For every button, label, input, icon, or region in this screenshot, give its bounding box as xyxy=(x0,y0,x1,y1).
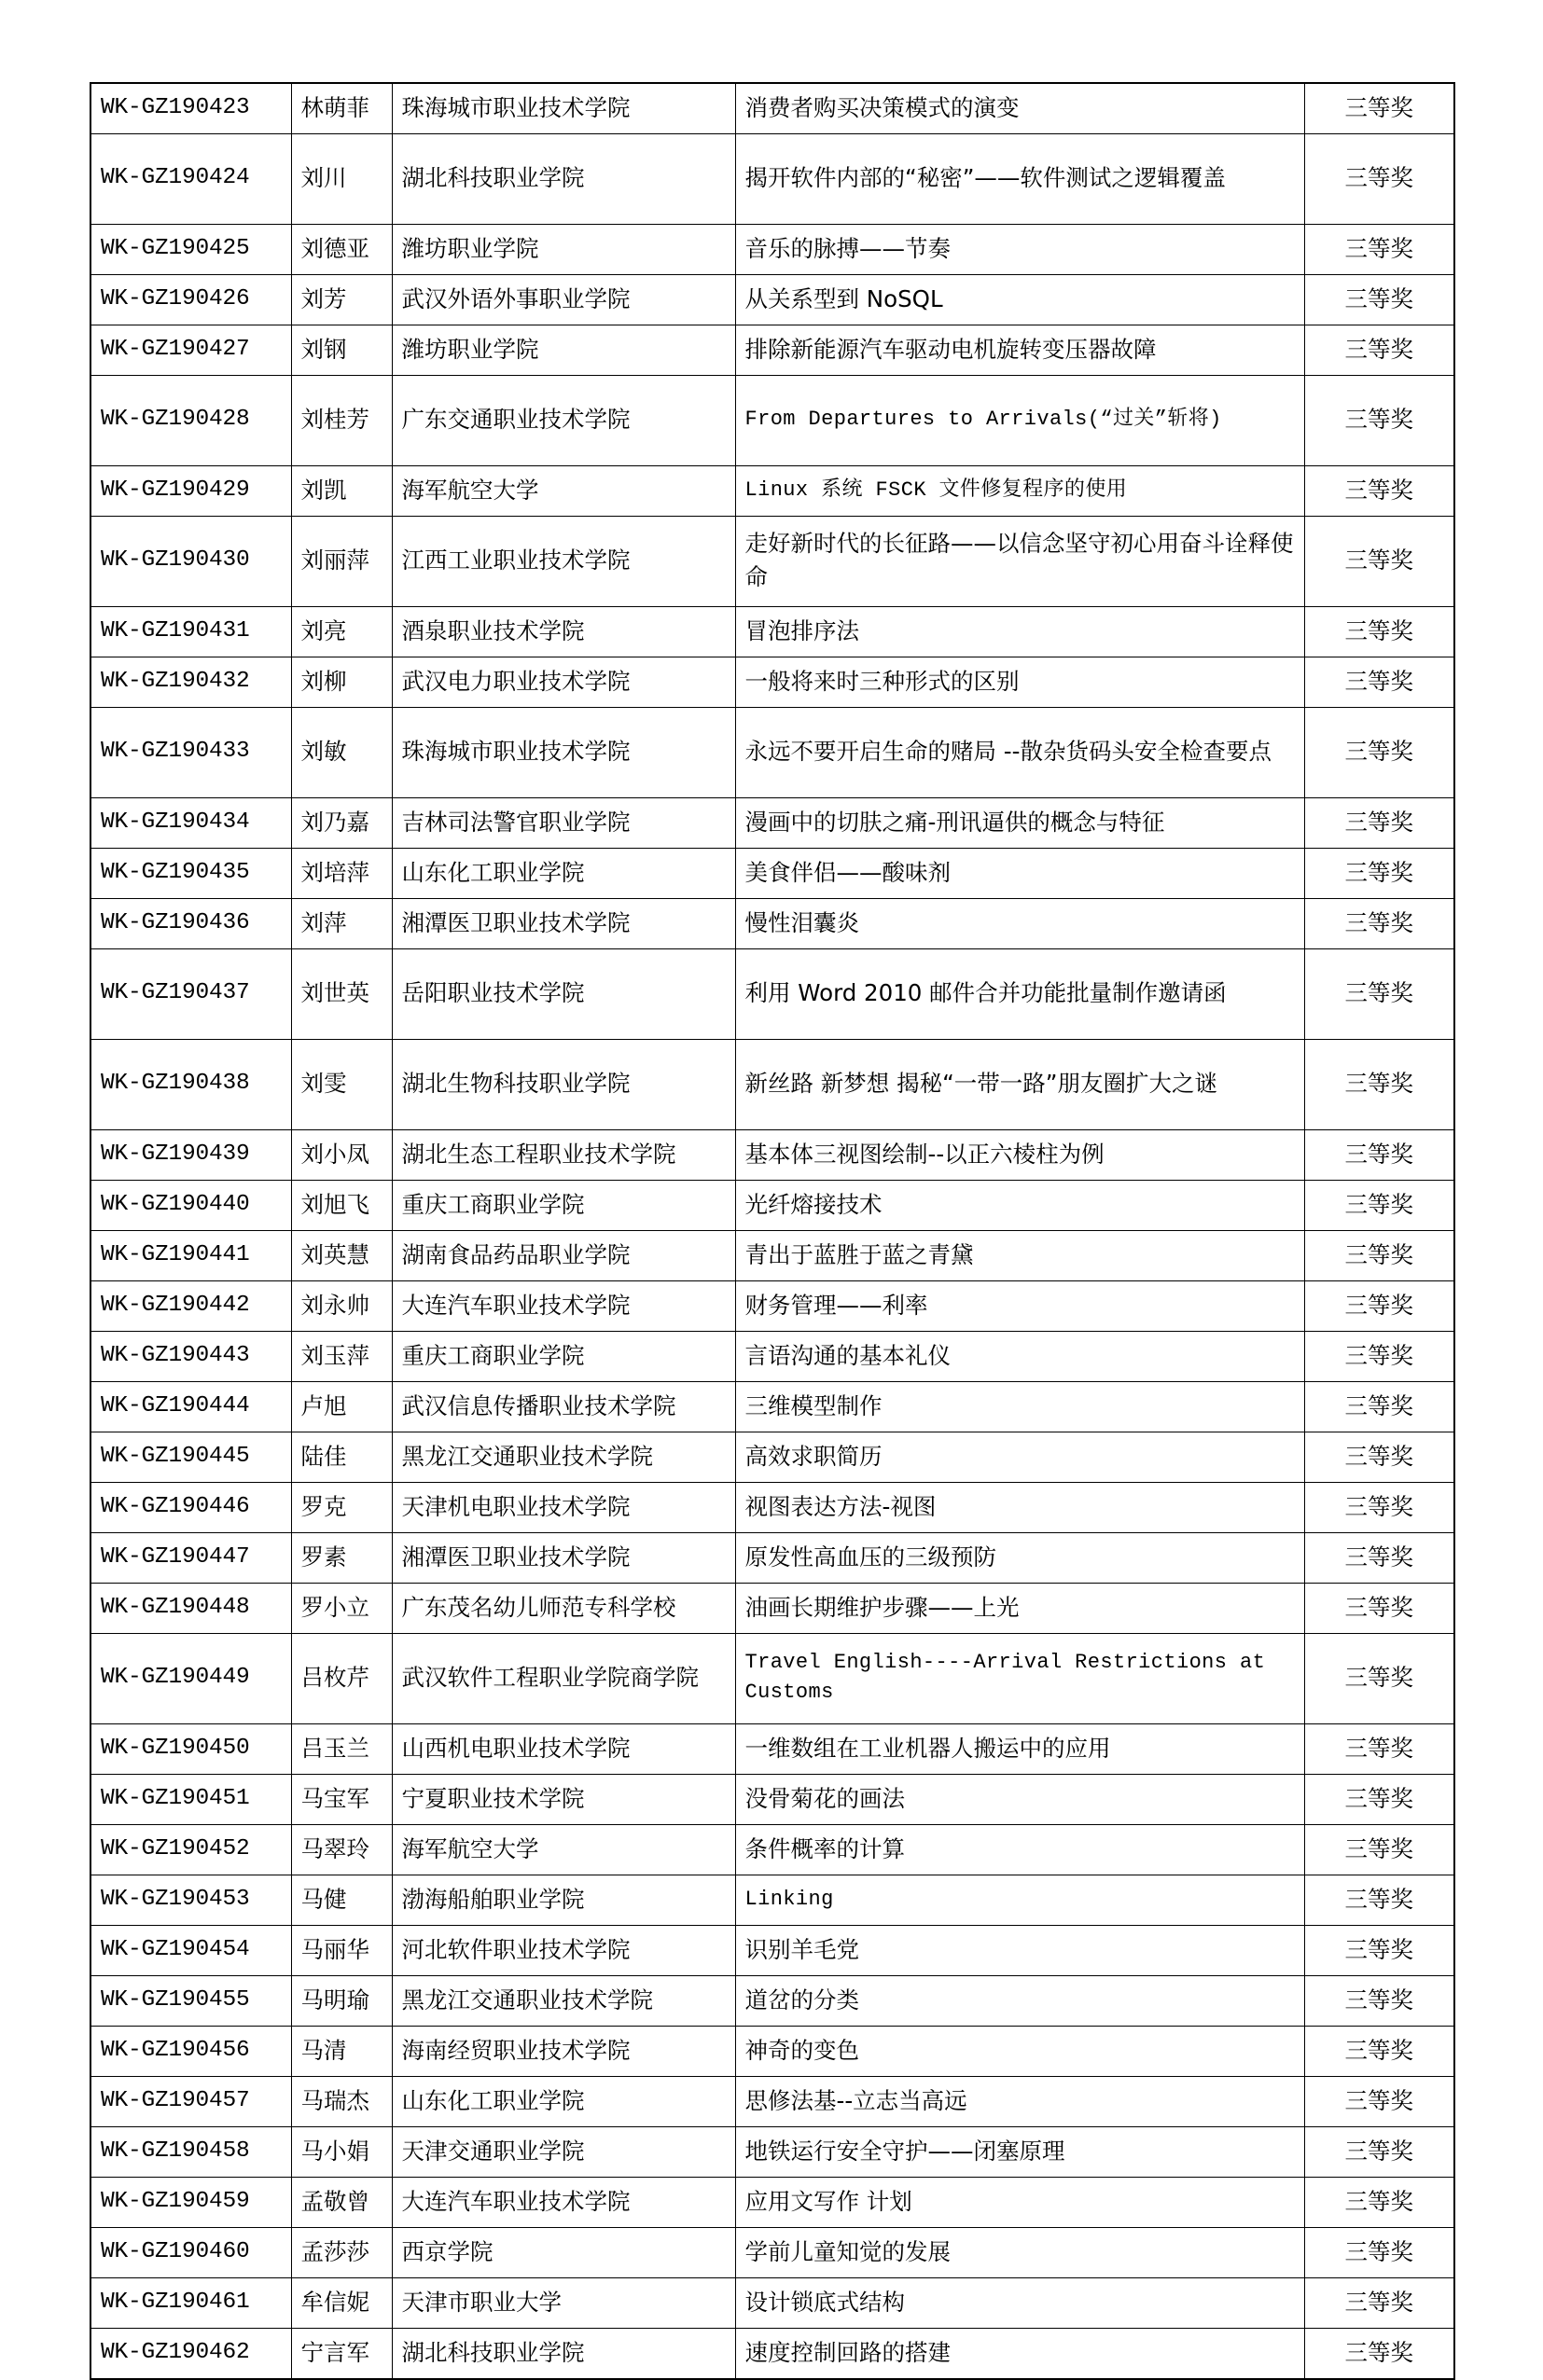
institution-cell: 宁夏职业技术学院 xyxy=(392,1775,735,1825)
table-row xyxy=(90,2127,1454,2178)
institution-cell: 湖北科技职业学院 xyxy=(392,2329,735,2380)
entry-id-cell: WK-GZ190434 xyxy=(90,798,291,849)
entry-id-cell: WK-GZ190439 xyxy=(90,1130,291,1181)
participant-name-cell: 罗克 xyxy=(291,1483,392,1533)
work-title-cell: 走好新时代的长征路——以信念坚守初心用奋斗诠释使命 xyxy=(735,517,1304,607)
entry-id-cell: WK-GZ190462 xyxy=(90,2329,291,2380)
work-title-cell: 道岔的分类 xyxy=(735,1976,1304,2027)
participant-name-cell: 马健 xyxy=(291,1875,392,1926)
work-title-cell: Linux 系统 FSCK 文件修复程序的使用 xyxy=(735,466,1304,517)
institution-cell: 武汉电力职业技术学院 xyxy=(392,657,735,708)
participant-name-cell: 马翠玲 xyxy=(291,1825,392,1875)
work-title-cell: 音乐的脉搏——节奏 xyxy=(735,225,1304,275)
award-level-cell: 三等奖 xyxy=(1304,1130,1454,1181)
table-row xyxy=(90,1332,1454,1382)
participant-name-cell: 陆佳 xyxy=(291,1432,392,1483)
entry-id-cell: WK-GZ190443 xyxy=(90,1332,291,1382)
entry-id-cell: WK-GZ190449 xyxy=(90,1634,291,1724)
table-row xyxy=(90,466,1454,517)
table-row xyxy=(90,2178,1454,2228)
participant-name-cell: 刘亮 xyxy=(291,607,392,657)
award-level-cell: 三等奖 xyxy=(1304,1533,1454,1584)
participant-name-cell: 刘玉萍 xyxy=(291,1332,392,1382)
work-title-cell: 油画长期维护步骤——上光 xyxy=(735,1584,1304,1634)
institution-cell: 海南经贸职业技术学院 xyxy=(392,2027,735,2077)
award-level-cell: 三等奖 xyxy=(1304,2278,1454,2329)
participant-name-cell: 刘凯 xyxy=(291,466,392,517)
institution-cell: 重庆工商职业学院 xyxy=(392,1181,735,1231)
institution-cell: 天津机电职业技术学院 xyxy=(392,1483,735,1533)
institution-cell: 岳阳职业技术学院 xyxy=(392,949,735,1040)
table-row xyxy=(90,2329,1454,2380)
institution-cell: 大连汽车职业技术学院 xyxy=(392,2178,735,2228)
award-level-cell: 三等奖 xyxy=(1304,849,1454,899)
table-row xyxy=(90,1875,1454,1926)
participant-name-cell: 刘培萍 xyxy=(291,849,392,899)
participant-name-cell: 孟敬曾 xyxy=(291,2178,392,2228)
institution-cell: 潍坊职业学院 xyxy=(392,225,735,275)
participant-name-cell: 罗小立 xyxy=(291,1584,392,1634)
award-level-cell: 三等奖 xyxy=(1304,2178,1454,2228)
participant-name-cell: 马清 xyxy=(291,2027,392,2077)
award-level-cell: 三等奖 xyxy=(1304,134,1454,225)
table-row xyxy=(90,376,1454,466)
table-row xyxy=(90,1432,1454,1483)
award-table-body xyxy=(90,83,1454,2379)
work-title-cell: 高效求职简历 xyxy=(735,1432,1304,1483)
institution-cell: 潍坊职业学院 xyxy=(392,325,735,376)
award-level-cell: 三等奖 xyxy=(1304,1724,1454,1775)
table-row xyxy=(90,1181,1454,1231)
work-title-cell: 思修法基--立志当高远 xyxy=(735,2077,1304,2127)
institution-cell: 重庆工商职业学院 xyxy=(392,1332,735,1382)
entry-id-cell: WK-GZ190461 xyxy=(90,2278,291,2329)
award-level-cell: 三等奖 xyxy=(1304,899,1454,949)
award-level-cell: 三等奖 xyxy=(1304,2027,1454,2077)
entry-id-cell: WK-GZ190445 xyxy=(90,1432,291,1483)
table-row xyxy=(90,2027,1454,2077)
work-title-cell: 利用 Word 2010 邮件合并功能批量制作邀请函 xyxy=(735,949,1304,1040)
institution-cell: 海军航空大学 xyxy=(392,466,735,517)
award-level-cell: 三等奖 xyxy=(1304,517,1454,607)
institution-cell: 湖北生态工程职业技术学院 xyxy=(392,1130,735,1181)
institution-cell: 湖南食品药品职业学院 xyxy=(392,1231,735,1281)
work-title-cell: From Departures to Arrivals(“过关”斩将) xyxy=(735,376,1304,466)
institution-cell: 黑龙江交通职业技术学院 xyxy=(392,1432,735,1483)
participant-name-cell: 刘旭飞 xyxy=(291,1181,392,1231)
entry-id-cell: WK-GZ190454 xyxy=(90,1926,291,1976)
participant-name-cell: 罗素 xyxy=(291,1533,392,1584)
participant-name-cell: 吕玉兰 xyxy=(291,1724,392,1775)
participant-name-cell: 刘丽萍 xyxy=(291,517,392,607)
institution-cell: 武汉外语外事职业学院 xyxy=(392,275,735,325)
work-title-cell: 神奇的变色 xyxy=(735,2027,1304,2077)
institution-cell: 武汉软件工程职业学院商学院 xyxy=(392,1634,735,1724)
award-level-cell: 三等奖 xyxy=(1304,1634,1454,1724)
award-level-cell: 三等奖 xyxy=(1304,1775,1454,1825)
table-row xyxy=(90,1634,1454,1724)
work-title-cell: 视图表达方法-视图 xyxy=(735,1483,1304,1533)
work-title-cell: 消费者购买决策模式的演变 xyxy=(735,83,1304,134)
award-level-cell: 三等奖 xyxy=(1304,83,1454,134)
participant-name-cell: 卢旭 xyxy=(291,1382,392,1432)
table-row xyxy=(90,275,1454,325)
entry-id-cell: WK-GZ190423 xyxy=(90,83,291,134)
entry-id-cell: WK-GZ190451 xyxy=(90,1775,291,1825)
entry-id-cell: WK-GZ190431 xyxy=(90,607,291,657)
award-level-cell: 三等奖 xyxy=(1304,2127,1454,2178)
work-title-cell: 排除新能源汽车驱动电机旋转变压器故障 xyxy=(735,325,1304,376)
entry-id-cell: WK-GZ190441 xyxy=(90,1231,291,1281)
entry-id-cell: WK-GZ190453 xyxy=(90,1875,291,1926)
award-level-cell: 三等奖 xyxy=(1304,1231,1454,1281)
work-title-cell: 原发性高血压的三级预防 xyxy=(735,1533,1304,1584)
institution-cell: 山东化工职业学院 xyxy=(392,849,735,899)
table-row xyxy=(90,949,1454,1040)
table-row xyxy=(90,1825,1454,1875)
entry-id-cell: WK-GZ190442 xyxy=(90,1281,291,1332)
table-row xyxy=(90,1976,1454,2027)
work-title-cell: 冒泡排序法 xyxy=(735,607,1304,657)
participant-name-cell: 马小娟 xyxy=(291,2127,392,2178)
participant-name-cell: 刘柳 xyxy=(291,657,392,708)
work-title-cell: 永远不要开启生命的赌局 --散杂货码头安全检查要点 xyxy=(735,708,1304,798)
award-level-cell: 三等奖 xyxy=(1304,466,1454,517)
participant-name-cell: 刘英慧 xyxy=(291,1231,392,1281)
participant-name-cell: 马丽华 xyxy=(291,1926,392,1976)
entry-id-cell: WK-GZ190452 xyxy=(90,1825,291,1875)
table-row xyxy=(90,2278,1454,2329)
table-row xyxy=(90,225,1454,275)
entry-id-cell: WK-GZ190424 xyxy=(90,134,291,225)
award-level-cell: 三等奖 xyxy=(1304,1432,1454,1483)
award-level-cell: 三等奖 xyxy=(1304,1181,1454,1231)
institution-cell: 湖北科技职业学院 xyxy=(392,134,735,225)
work-title-cell: 光纤熔接技术 xyxy=(735,1181,1304,1231)
institution-cell: 武汉信息传播职业技术学院 xyxy=(392,1382,735,1432)
participant-name-cell: 刘小凤 xyxy=(291,1130,392,1181)
award-level-cell: 三等奖 xyxy=(1304,275,1454,325)
table-row xyxy=(90,2228,1454,2278)
participant-name-cell: 宁言军 xyxy=(291,2329,392,2380)
award-table xyxy=(90,82,1455,2380)
table-row xyxy=(90,1483,1454,1533)
work-title-cell: 美食伴侣——酸味剂 xyxy=(735,849,1304,899)
entry-id-cell: WK-GZ190460 xyxy=(90,2228,291,2278)
work-title-cell: 从关系型到 NoSQL xyxy=(735,275,1304,325)
table-row xyxy=(90,798,1454,849)
participant-name-cell: 林萌菲 xyxy=(291,83,392,134)
institution-cell: 湘潭医卫职业技术学院 xyxy=(392,1533,735,1584)
table-row xyxy=(90,83,1454,134)
entry-id-cell: WK-GZ190436 xyxy=(90,899,291,949)
work-title-cell: 没骨菊花的画法 xyxy=(735,1775,1304,1825)
work-title-cell: 慢性泪囊炎 xyxy=(735,899,1304,949)
institution-cell: 湘潭医卫职业技术学院 xyxy=(392,899,735,949)
participant-name-cell: 刘敏 xyxy=(291,708,392,798)
award-level-cell: 三等奖 xyxy=(1304,798,1454,849)
award-level-cell: 三等奖 xyxy=(1304,1584,1454,1634)
work-title-cell: 三维模型制作 xyxy=(735,1382,1304,1432)
award-level-cell: 三等奖 xyxy=(1304,1483,1454,1533)
institution-cell: 天津市职业大学 xyxy=(392,2278,735,2329)
table-row xyxy=(90,1533,1454,1584)
entry-id-cell: WK-GZ190456 xyxy=(90,2027,291,2077)
entry-id-cell: WK-GZ190457 xyxy=(90,2077,291,2127)
institution-cell: 大连汽车职业技术学院 xyxy=(392,1281,735,1332)
institution-cell: 河北软件职业技术学院 xyxy=(392,1926,735,1976)
institution-cell: 广东交通职业技术学院 xyxy=(392,376,735,466)
participant-name-cell: 刘雯 xyxy=(291,1040,392,1130)
institution-cell: 珠海城市职业技术学院 xyxy=(392,83,735,134)
work-title-cell: 揭开软件内部的“秘密”——软件测试之逻辑覆盖 xyxy=(735,134,1304,225)
work-title-cell: 一维数组在工业机器人搬运中的应用 xyxy=(735,1724,1304,1775)
work-title-cell: 青出于蓝胜于蓝之青黛 xyxy=(735,1231,1304,1281)
institution-cell: 西京学院 xyxy=(392,2228,735,2278)
institution-cell: 山东化工职业学院 xyxy=(392,2077,735,2127)
award-level-cell: 三等奖 xyxy=(1304,1281,1454,1332)
participant-name-cell: 马瑞杰 xyxy=(291,2077,392,2127)
work-title-cell: 地铁运行安全守护——闭塞原理 xyxy=(735,2127,1304,2178)
table-row xyxy=(90,849,1454,899)
entry-id-cell: WK-GZ190427 xyxy=(90,325,291,376)
entry-id-cell: WK-GZ190440 xyxy=(90,1181,291,1231)
award-level-cell: 三等奖 xyxy=(1304,2228,1454,2278)
entry-id-cell: WK-GZ190438 xyxy=(90,1040,291,1130)
award-level-cell: 三等奖 xyxy=(1304,325,1454,376)
table-row xyxy=(90,1724,1454,1775)
entry-id-cell: WK-GZ190425 xyxy=(90,225,291,275)
table-row xyxy=(90,134,1454,225)
entry-id-cell: WK-GZ190446 xyxy=(90,1483,291,1533)
table-row xyxy=(90,607,1454,657)
institution-cell: 天津交通职业学院 xyxy=(392,2127,735,2178)
work-title-cell: 条件概率的计算 xyxy=(735,1825,1304,1875)
work-title-cell: 应用文写作 计划 xyxy=(735,2178,1304,2228)
institution-cell: 江西工业职业技术学院 xyxy=(392,517,735,607)
entry-id-cell: WK-GZ190459 xyxy=(90,2178,291,2228)
table-row xyxy=(90,1281,1454,1332)
participant-name-cell: 刘世英 xyxy=(291,949,392,1040)
work-title-cell: 言语沟通的基本礼仪 xyxy=(735,1332,1304,1382)
entry-id-cell: WK-GZ190455 xyxy=(90,1976,291,2027)
entry-id-cell: WK-GZ190429 xyxy=(90,466,291,517)
entry-id-cell: WK-GZ190432 xyxy=(90,657,291,708)
award-level-cell: 三等奖 xyxy=(1304,2329,1454,2380)
entry-id-cell: WK-GZ190450 xyxy=(90,1724,291,1775)
participant-name-cell: 刘桂芳 xyxy=(291,376,392,466)
institution-cell: 珠海城市职业技术学院 xyxy=(392,708,735,798)
table-row xyxy=(90,325,1454,376)
work-title-cell: 速度控制回路的搭建 xyxy=(735,2329,1304,2380)
award-table-container xyxy=(90,82,1453,2380)
work-title-cell: 识别羊毛党 xyxy=(735,1926,1304,1976)
table-row xyxy=(90,2077,1454,2127)
table-row xyxy=(90,1926,1454,1976)
entry-id-cell: WK-GZ190428 xyxy=(90,376,291,466)
award-level-cell: 三等奖 xyxy=(1304,1926,1454,1976)
participant-name-cell: 刘川 xyxy=(291,134,392,225)
work-title-cell: Travel English----Arrival Restrictions at Customs xyxy=(735,1634,1304,1724)
entry-id-cell: WK-GZ190437 xyxy=(90,949,291,1040)
work-title-cell: 一般将来时三种形式的区别 xyxy=(735,657,1304,708)
table-row xyxy=(90,1382,1454,1432)
work-title-cell: 设计锁底式结构 xyxy=(735,2278,1304,2329)
award-level-cell: 三等奖 xyxy=(1304,949,1454,1040)
work-title-cell: 新丝路 新梦想 揭秘“一带一路”朋友圈扩大之谜 xyxy=(735,1040,1304,1130)
institution-cell: 湖北生物科技职业学院 xyxy=(392,1040,735,1130)
award-level-cell: 三等奖 xyxy=(1304,657,1454,708)
participant-name-cell: 刘钢 xyxy=(291,325,392,376)
entry-id-cell: WK-GZ190444 xyxy=(90,1382,291,1432)
participant-name-cell: 刘德亚 xyxy=(291,225,392,275)
award-level-cell: 三等奖 xyxy=(1304,1382,1454,1432)
entry-id-cell: WK-GZ190458 xyxy=(90,2127,291,2178)
entry-id-cell: WK-GZ190433 xyxy=(90,708,291,798)
award-level-cell: 三等奖 xyxy=(1304,2077,1454,2127)
work-title-cell: 基本体三视图绘制--以正六棱柱为例 xyxy=(735,1130,1304,1181)
institution-cell: 酒泉职业技术学院 xyxy=(392,607,735,657)
participant-name-cell: 牟信妮 xyxy=(291,2278,392,2329)
participant-name-cell: 马明瑜 xyxy=(291,1976,392,2027)
entry-id-cell: WK-GZ190448 xyxy=(90,1584,291,1634)
work-title-cell: Linking xyxy=(735,1875,1304,1926)
entry-id-cell: WK-GZ190426 xyxy=(90,275,291,325)
table-row xyxy=(90,1584,1454,1634)
work-title-cell: 财务管理——利率 xyxy=(735,1281,1304,1332)
award-level-cell: 三等奖 xyxy=(1304,1040,1454,1130)
award-level-cell: 三等奖 xyxy=(1304,708,1454,798)
institution-cell: 吉林司法警官职业学院 xyxy=(392,798,735,849)
institution-cell: 黑龙江交通职业技术学院 xyxy=(392,1976,735,2027)
award-level-cell: 三等奖 xyxy=(1304,607,1454,657)
award-level-cell: 三等奖 xyxy=(1304,225,1454,275)
entry-id-cell: WK-GZ190435 xyxy=(90,849,291,899)
award-level-cell: 三等奖 xyxy=(1304,1825,1454,1875)
table-row xyxy=(90,899,1454,949)
work-title-cell: 学前儿童知觉的发展 xyxy=(735,2228,1304,2278)
participant-name-cell: 吕枚芹 xyxy=(291,1634,392,1724)
participant-name-cell: 刘永帅 xyxy=(291,1281,392,1332)
award-level-cell: 三等奖 xyxy=(1304,1332,1454,1382)
participant-name-cell: 刘芳 xyxy=(291,275,392,325)
award-level-cell: 三等奖 xyxy=(1304,376,1454,466)
institution-cell: 海军航空大学 xyxy=(392,1825,735,1875)
table-row xyxy=(90,1040,1454,1130)
entry-id-cell: WK-GZ190447 xyxy=(90,1533,291,1584)
participant-name-cell: 孟莎莎 xyxy=(291,2228,392,2278)
award-level-cell: 三等奖 xyxy=(1304,1976,1454,2027)
participant-name-cell: 刘萍 xyxy=(291,899,392,949)
table-row xyxy=(90,1130,1454,1181)
entry-id-cell: WK-GZ190430 xyxy=(90,517,291,607)
award-level-cell: 三等奖 xyxy=(1304,1875,1454,1926)
table-row xyxy=(90,708,1454,798)
table-row xyxy=(90,517,1454,607)
table-row xyxy=(90,657,1454,708)
institution-cell: 山西机电职业技术学院 xyxy=(392,1724,735,1775)
institution-cell: 渤海船舶职业学院 xyxy=(392,1875,735,1926)
work-title-cell: 漫画中的切肤之痛-刑讯逼供的概念与特征 xyxy=(735,798,1304,849)
table-row xyxy=(90,1775,1454,1825)
participant-name-cell: 刘乃嘉 xyxy=(291,798,392,849)
table-row xyxy=(90,1231,1454,1281)
institution-cell: 广东茂名幼儿师范专科学校 xyxy=(392,1584,735,1634)
participant-name-cell: 马宝军 xyxy=(291,1775,392,1825)
